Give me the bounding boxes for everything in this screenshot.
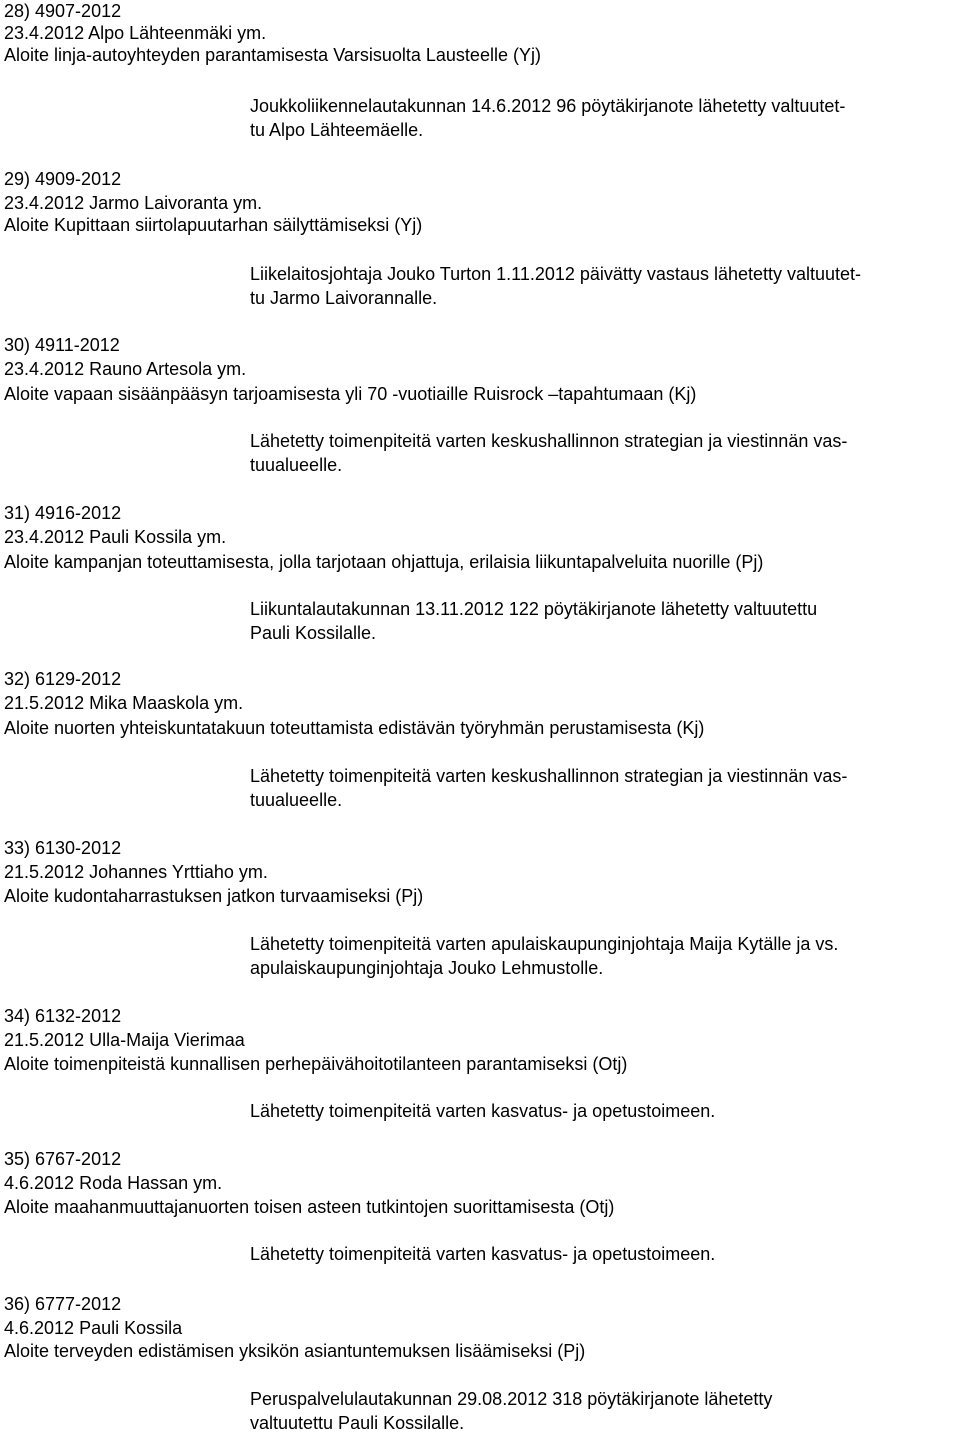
initiative-response <box>250 94 950 142</box>
response-line: Liikuntalautakunnan 13.11.2012 122 pöytäkirjanote lähetetty valtuutettu <box>250 599 818 619</box>
response-line: Lähetetty toimenpiteitä varten kasvatus- ja opetustoimeen. <box>250 1101 716 1121</box>
initiative-number: 35) 6767-2012 <box>4 1149 122 1169</box>
initiative-number: 31) 4916-2012 <box>4 503 122 523</box>
response-line: Liikelaitosjohtaja Jouko Turton 1.11.2012 päivätty vastaus lähetetty valtuutet- <box>250 264 862 284</box>
initiative-response <box>250 1387 950 1435</box>
initiative-title: Aloite linja-autoyhteyden parantamisesta Varsisuolta Lausteelle (Yj) <box>4 45 541 65</box>
initiative-date-author: 23.4.2012 Jarmo Laivoranta ym. <box>4 193 263 213</box>
initiative-date-author: 21.5.2012 Johannes Yrttiaho ym. <box>4 862 268 882</box>
response-line: Lähetetty toimenpiteitä varten kasvatus- ja opetustoimeen. <box>250 1244 716 1264</box>
response-line: Lähetetty toimenpiteitä varten keskushallinnon strategian ja viestinnän vas- <box>250 431 848 451</box>
initiative-title: Aloite toimenpiteistä kunnallisen perhepäivähoitotilanteen parantamiseksi (Otj) <box>4 1054 628 1074</box>
response-line: Lähetetty toimenpiteitä varten keskushallinnon strategian ja viestinnän vas- <box>250 766 848 786</box>
response-line: Joukkoliikennelautakunnan 14.6.2012 96 pöytäkirjanote lähetetty valtuutet- <box>250 96 846 116</box>
initiative-title: Aloite maahanmuuttajanuorten toisen asteen tutkintojen suorittamisesta (Otj) <box>4 1197 615 1217</box>
initiative-date-author: 23.4.2012 Pauli Kossila ym. <box>4 527 227 547</box>
initiative-title: Aloite kudontaharrastuksen jatkon turvaamiseksi (Pj) <box>4 886 424 906</box>
initiative-number: 28) 4907-2012 <box>4 1 122 21</box>
initiative-response <box>250 1099 950 1123</box>
initiative-response <box>250 429 950 477</box>
response-line: valtuutettu Pauli Kossilalle. <box>250 1413 465 1433</box>
response-line: tuualueelle. <box>250 790 343 810</box>
initiative-date-author: 4.6.2012 Pauli Kossila <box>4 1318 183 1338</box>
initiative-date-author: 4.6.2012 Roda Hassan ym. <box>4 1173 223 1193</box>
initiative-response <box>250 597 950 645</box>
initiative-title: Aloite kampanjan toteuttamisesta, jolla tarjotaan ohjattuja, erilaisia liikuntapalveluita nuorille (Pj) <box>4 552 764 572</box>
initiative-date-author: 23.4.2012 Rauno Artesola ym. <box>4 359 247 379</box>
initiative-date-author: 21.5.2012 Ulla-Maija Vierimaa <box>4 1030 245 1050</box>
initiative-title: Aloite vapaan sisäänpääsyn tarjoamisesta yli 70 -vuotiaille Ruisrock –tapahtumaan (Kj) <box>4 384 697 404</box>
initiative-date-author: 23.4.2012 Alpo Lähteenmäki ym. <box>4 23 267 43</box>
initiative-number: 36) 6777-2012 <box>4 1294 122 1314</box>
initiative-number: 30) 4911-2012 <box>4 335 120 355</box>
response-line: Lähetetty toimenpiteitä varten apulaiskaupunginjohtaja Maija Kytälle ja vs. <box>250 934 839 954</box>
response-line: apulaiskaupunginjohtaja Jouko Lehmustolle. <box>250 958 604 978</box>
initiative-title: Aloite nuorten yhteiskuntatakuun toteuttamista edistävän työryhmän perustamisesta (Kj) <box>4 718 705 738</box>
initiative-response <box>250 764 950 812</box>
initiative-title: Aloite Kupittaan siirtolapuutarhan säilyttämiseksi (Yj) <box>4 215 423 235</box>
response-line: tuualueelle. <box>250 455 343 475</box>
response-line: tu Alpo Lähteemäelle. <box>250 120 424 140</box>
response-line: tu Jarmo Laivorannalle. <box>250 288 438 308</box>
initiative-number: 33) 6130-2012 <box>4 838 122 858</box>
response-line: Pauli Kossilalle. <box>250 623 377 643</box>
initiative-response <box>250 1242 950 1266</box>
initiative-number: 29) 4909-2012 <box>4 169 122 189</box>
initiative-response <box>250 932 950 980</box>
initiative-number: 32) 6129-2012 <box>4 669 122 689</box>
initiative-number: 34) 6132-2012 <box>4 1006 122 1026</box>
response-line: Peruspalvelulautakunnan 29.08.2012 318 pöytäkirjanote lähetetty <box>250 1389 773 1409</box>
initiative-response <box>250 262 950 310</box>
initiative-date-author: 21.5.2012 Mika Maaskola ym. <box>4 693 244 713</box>
initiative-title: Aloite terveyden edistämisen yksikön asiantuntemuksen lisäämiseksi (Pj) <box>4 1341 586 1361</box>
